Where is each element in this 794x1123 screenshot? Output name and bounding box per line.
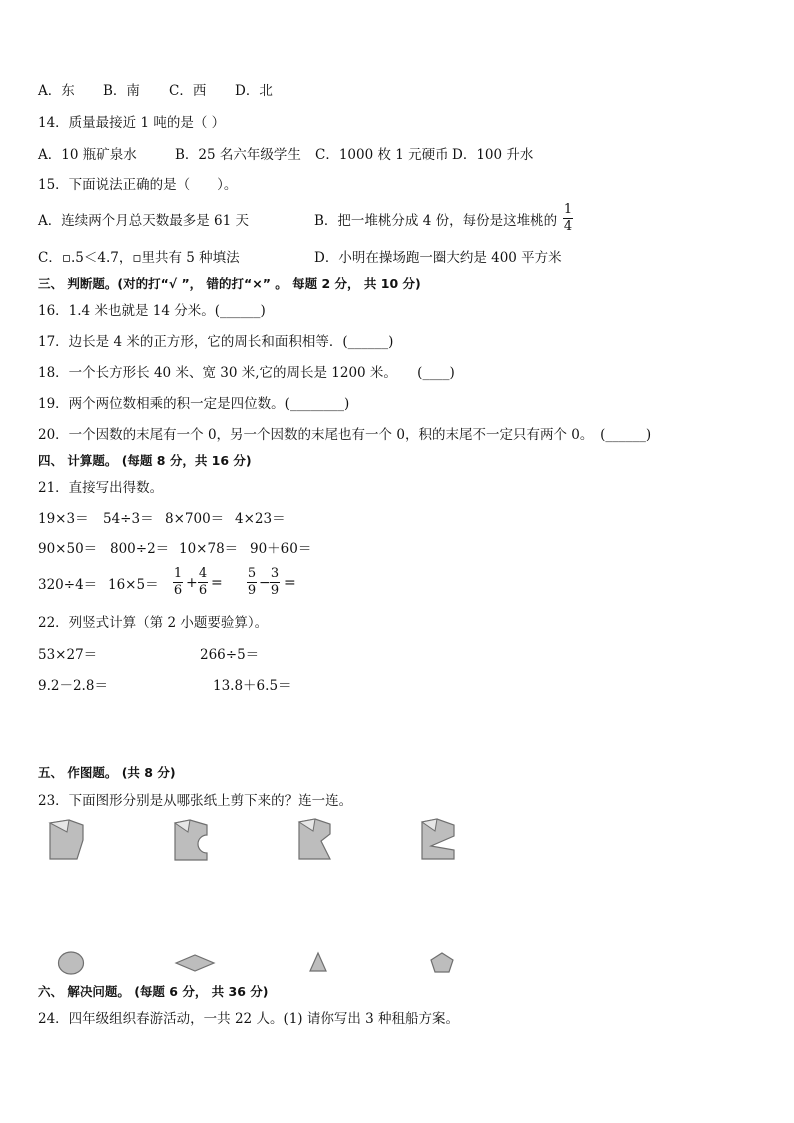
vertical-calc-item: 13.8＋6.5＝ bbox=[213, 678, 292, 694]
fraction-2-a bbox=[247, 567, 257, 598]
section3-title: 三、 判断题。(对的打“√ ”， 错的打“×” 。 每题 2 分， 共 10 分) bbox=[38, 276, 421, 291]
q22-stem: 22．列竖式计算（第 2 小题要验算）。 bbox=[38, 615, 269, 631]
section5-title: 五、 作图题。 (共 8 分) bbox=[38, 765, 176, 780]
vertical-calc-item: 9.2－2.8＝ bbox=[38, 678, 108, 694]
q16: 16．1.4 米也就是 14 分米。(______) bbox=[38, 303, 266, 319]
cut-paper-shape-1 bbox=[49, 818, 85, 862]
section6-title: 六、 解决问题。 (每题 6 分， 共 36 分) bbox=[38, 984, 269, 999]
pentagon-shape bbox=[430, 951, 456, 975]
vertical-calc-item: 266÷5＝ bbox=[200, 647, 260, 663]
fraction-2-b bbox=[270, 567, 280, 598]
q20: 20．一个因数的末尾有一个 0，另一个因数的末尾也有一个 0，积的末尾不一定只有两个 0。 (______) bbox=[38, 427, 652, 443]
q15-fraction-denominator: 4 bbox=[563, 219, 573, 234]
q13-option-b: B．南 bbox=[103, 83, 140, 99]
fraction-1-a bbox=[173, 567, 183, 598]
q14-option-a: A．10 瓶矿泉水 bbox=[38, 147, 137, 163]
fraction-2-equals: = bbox=[284, 575, 296, 591]
q15-option-d: D．小明在操场跑一圈大约是 400 平方米 bbox=[314, 250, 562, 266]
triangle-shape bbox=[309, 951, 329, 973]
q14-option-b: B．25 名六年级学生 bbox=[175, 147, 301, 163]
q23-stem: 23．下面图形分别是从哪张纸上剪下来的？连一连。 bbox=[38, 793, 353, 809]
fraction-denominator: 6 bbox=[173, 583, 183, 598]
q15-option-c: C．▫.5＜4.7，▫里共有 5 种填法 bbox=[38, 250, 240, 266]
rhombus-shape bbox=[175, 953, 217, 973]
cut-paper-shape-4 bbox=[421, 818, 457, 862]
q19: 19．两个两位数相乘的积一定是四位数。(________) bbox=[38, 396, 350, 412]
q14-stem: 14．质量最接近 1 吨的是（ ） bbox=[38, 115, 226, 131]
fraction-numerator: 4 bbox=[198, 566, 208, 581]
fraction-1-equals: = bbox=[211, 575, 223, 591]
fraction-numerator: 5 bbox=[247, 566, 257, 581]
cut-paper-shape-3 bbox=[298, 818, 334, 862]
q13-option-d: D．北 bbox=[235, 83, 273, 99]
fraction-numerator: 3 bbox=[270, 566, 280, 581]
q15-option-a: A．连续两个月总天数最多是 61 天 bbox=[38, 213, 250, 229]
q14-option-d: D．100 升水 bbox=[452, 147, 534, 163]
calc-item: 4×23＝ bbox=[235, 511, 286, 527]
calc-item: 90×50＝ bbox=[38, 541, 98, 557]
calc-item: 10×78＝ bbox=[179, 541, 239, 557]
fraction-1-b bbox=[198, 567, 208, 598]
calc-item: 19×3＝ bbox=[38, 511, 89, 527]
q15-stem: 15．下面说法正确的是（ ）。 bbox=[38, 177, 238, 193]
fraction-denominator: 9 bbox=[247, 583, 257, 598]
calc-item: 16×5＝ bbox=[108, 577, 159, 593]
fraction-2-operator: − bbox=[259, 575, 271, 591]
q17: 17．边长是 4 米的正方形，它的周长和面积相等．(______) bbox=[38, 334, 394, 350]
q13-option-a: A．东 bbox=[38, 83, 75, 99]
q24-stem: 24．四年级组织春游活动，一共 22 人。(1) 请你写出 3 种租船方案。 bbox=[38, 1011, 460, 1027]
q14-option-c: C．1000 枚 1 元硬币 bbox=[315, 147, 449, 163]
rhombus bbox=[176, 955, 214, 971]
fraction-numerator: 1 bbox=[173, 566, 183, 581]
circle-shape bbox=[57, 951, 87, 977]
q18: 18．一个长方形长 40 米、宽 30 米,它的周长是 1200 米。 (____) bbox=[38, 365, 455, 381]
calc-item: 800÷2＝ bbox=[110, 541, 170, 557]
q15-option-b: B．把一堆桃分成 4 份，每份是这堆桃的 bbox=[314, 213, 558, 229]
calc-item: 54÷3＝ bbox=[103, 511, 154, 527]
cut-paper-shape-2 bbox=[174, 819, 210, 863]
pentagon bbox=[431, 953, 453, 972]
fraction-1-operator: + bbox=[186, 575, 198, 591]
fraction-denominator: 9 bbox=[270, 583, 280, 598]
section4-title: 四、 计算题。 (每题 8 分，共 16 分) bbox=[38, 453, 252, 468]
calc-item: 320÷4＝ bbox=[38, 577, 98, 593]
calc-item: 90＋60＝ bbox=[250, 541, 312, 557]
triangle bbox=[310, 953, 326, 971]
circle bbox=[59, 952, 84, 974]
calc-item: 8×700＝ bbox=[165, 511, 225, 527]
q21-stem: 21．直接写出得数。 bbox=[38, 480, 164, 496]
vertical-calc-item: 53×27＝ bbox=[38, 647, 98, 663]
fraction-denominator: 6 bbox=[198, 583, 208, 598]
q15-fraction bbox=[563, 203, 573, 234]
q13-option-c: C．西 bbox=[169, 83, 207, 99]
q15-fraction-numerator: 1 bbox=[563, 202, 573, 217]
